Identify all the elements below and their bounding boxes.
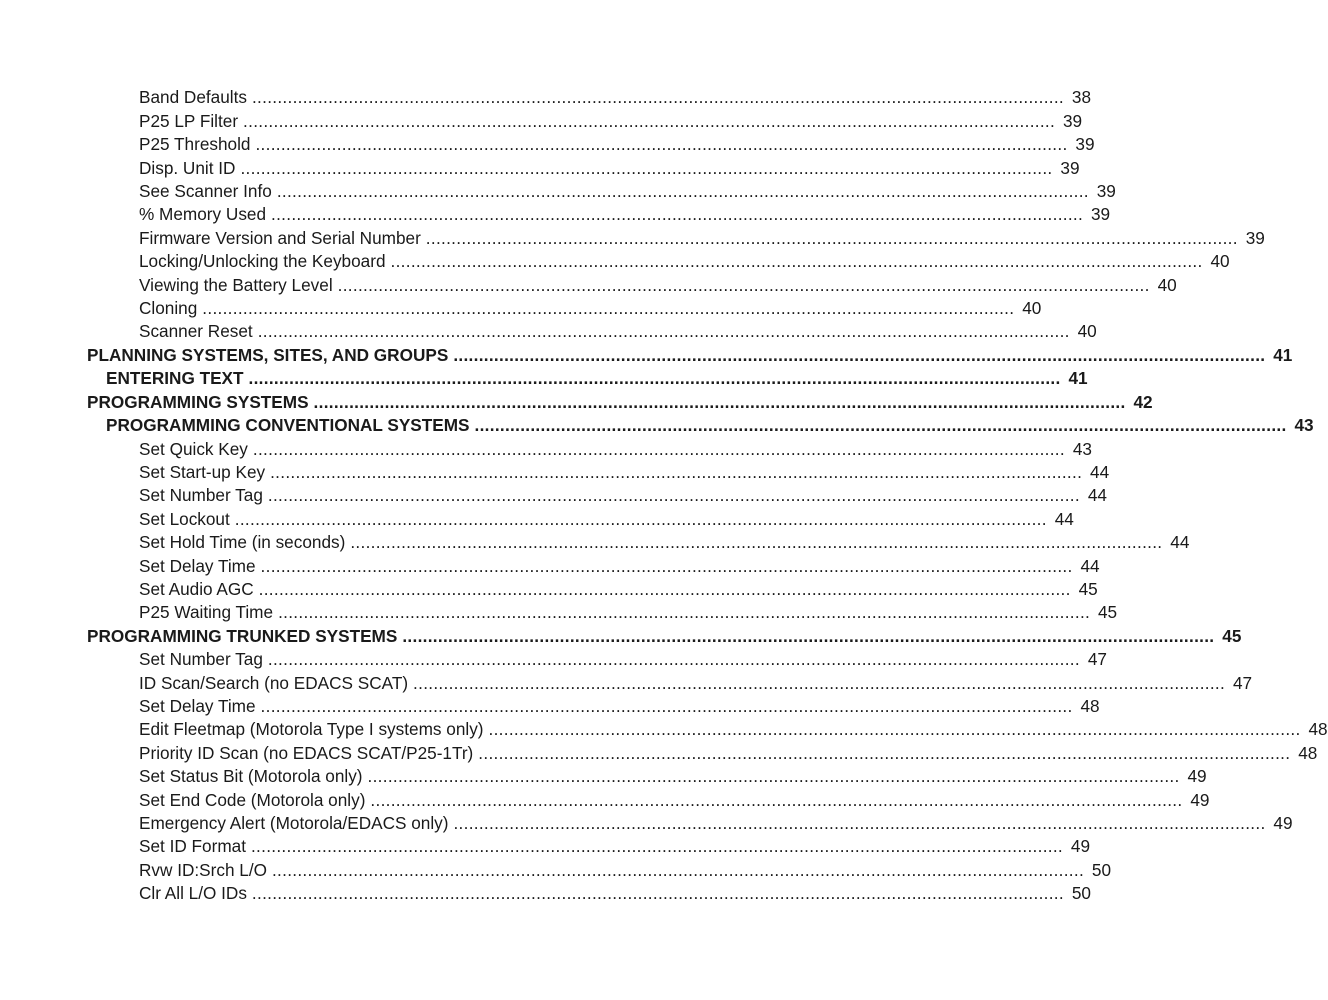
dot-leader: ................................................................................................................................................................	[243, 110, 1056, 131]
dot-leader: ................................................................................................................................................................	[276, 181, 1089, 202]
dot-leader: ................................................................................................................................................................	[260, 555, 1073, 576]
dot-leader: ................................................................................................................................................................	[402, 625, 1215, 646]
toc-entry-13[interactable]	[0, 366, 1088, 389]
toc-page-number: 40	[1157, 274, 1177, 295]
toc-page-number: 39	[1096, 181, 1116, 202]
toc-page-number: 44	[1054, 508, 1074, 529]
toc-entry-23[interactable]	[0, 600, 1118, 623]
toc-entry-18[interactable]	[0, 483, 1107, 506]
dot-leader: ................................................................................................................................................................	[240, 157, 1053, 178]
toc-entry-32[interactable]	[0, 811, 1293, 834]
toc-entry-2[interactable]	[0, 108, 1083, 131]
toc-page-number: 44	[1087, 485, 1107, 506]
toc-entry-1[interactable]	[0, 85, 1092, 108]
toc-entry-title: PROGRAMMING CONVENTIONAL SYSTEMS	[106, 415, 470, 436]
dot-leader: ................................................................................................................................................................	[202, 298, 1015, 319]
toc-page-number: 39	[1060, 157, 1080, 178]
toc-page-number: 50	[1071, 883, 1091, 904]
toc-entry-title: Set Hold Time (in seconds)	[139, 532, 346, 553]
toc-entry-21[interactable]	[0, 553, 1100, 576]
dot-leader: ................................................................................................................................................................	[313, 391, 1126, 412]
toc-entry-10[interactable]	[0, 296, 1042, 319]
toc-page-number: 48	[1308, 719, 1328, 740]
toc-entry-25[interactable]	[0, 647, 1107, 670]
toc-entry-title: % Memory Used	[139, 204, 267, 225]
toc-entry-title: Set Delay Time	[139, 555, 256, 576]
toc-page-number: 43	[1294, 415, 1314, 436]
dot-leader: ................................................................................................................................................................	[250, 836, 1064, 857]
toc-entry-12[interactable]	[0, 342, 1293, 365]
dot-leader: ................................................................................................................................................................	[350, 532, 1163, 553]
toc-page-number: 40	[1022, 298, 1042, 319]
dot-leader: ................................................................................................................................................................	[234, 508, 1047, 529]
dot-leader: ................................................................................................................................................................	[270, 461, 1083, 482]
toc-entry-title: PROGRAMMING TRUNKED SYSTEMS	[87, 625, 398, 646]
table-of-contents	[0, 85, 1328, 904]
toc-entry-title: Set Number Tag	[139, 485, 263, 506]
toc-page-number: 40	[1210, 251, 1230, 272]
dot-leader: ................................................................................................................................................................	[453, 813, 1266, 833]
toc-entry-title: Set Delay Time	[139, 695, 256, 716]
toc-entry-title: Set Number Tag	[139, 649, 263, 670]
toc-entry-title: See Scanner Info	[139, 181, 272, 202]
toc-entry-title: Set Audio AGC	[139, 578, 254, 599]
dot-leader: ................................................................................................................................................................	[370, 789, 1183, 810]
dot-leader: ................................................................................................................................................................	[390, 251, 1203, 272]
toc-entry-title: Priority ID Scan (no EDACS SCAT/P25-1Tr)	[139, 742, 474, 763]
toc-entry-34[interactable]	[0, 857, 1112, 880]
toc-entry-15[interactable]	[0, 413, 1314, 436]
toc-page-number: 44	[1170, 532, 1190, 553]
toc-entry-title: Locking/Unlocking the Keyboard	[139, 251, 386, 272]
toc-page-number: 49	[1187, 766, 1207, 787]
toc-entry-19[interactable]	[0, 506, 1074, 529]
toc-entry-title: Disp. Unit ID	[139, 157, 236, 178]
toc-page-number: 44	[1090, 461, 1110, 482]
toc-page-number: 44	[1080, 555, 1100, 576]
toc-entry-11[interactable]	[0, 319, 1097, 342]
dot-leader: ................................................................................................................................................................	[251, 883, 1064, 904]
toc-page-number: 39	[1245, 227, 1265, 248]
toc-entry-17[interactable]	[0, 460, 1110, 483]
toc-entry-20[interactable]	[0, 530, 1190, 553]
toc-entry-title: Clr All L/O IDs	[139, 883, 247, 904]
toc-page-number: 49	[1190, 789, 1210, 810]
dot-leader: ................................................................................................................................................................	[474, 415, 1287, 436]
toc-page-number: 41	[1068, 368, 1088, 389]
toc-page-number: 50	[1091, 859, 1112, 880]
toc-entry-title: PLANNING SYSTEMS, SITES, AND GROUPS	[87, 344, 449, 365]
toc-entry-3[interactable]	[0, 132, 1095, 155]
toc-entry-title: ENTERING TEXT	[106, 368, 244, 389]
dot-leader: ................................................................................................................................................................	[251, 87, 1065, 108]
toc-entry-6[interactable]	[0, 202, 1111, 225]
toc-entry-title: Cloning	[139, 298, 198, 319]
toc-page-number: 47	[1087, 649, 1107, 670]
toc-entry-5[interactable]	[0, 179, 1116, 202]
toc-page-number: 41	[1273, 344, 1293, 365]
toc-page-number: 38	[1071, 87, 1092, 108]
toc-entry-title: Rvw ID:Srch L/O	[139, 859, 267, 880]
dot-leader: ................................................................................................................................................................	[453, 344, 1266, 365]
toc-entry-31[interactable]	[0, 787, 1210, 810]
toc-page-number: 39	[1075, 134, 1095, 155]
toc-page-number: 39	[1062, 110, 1083, 131]
toc-entry-35[interactable]	[0, 881, 1091, 904]
dot-leader: ................................................................................................................................................................	[258, 578, 1071, 599]
toc-entry-14[interactable]	[0, 389, 1153, 412]
toc-entry-title: Emergency Alert (Motorola/EDACS only)	[139, 813, 449, 833]
toc-entry-24[interactable]	[0, 623, 1242, 646]
dot-leader: ................................................................................................................................................................	[413, 672, 1226, 693]
toc-entry-22[interactable]	[0, 577, 1098, 600]
toc-page-number: 49	[1070, 836, 1091, 857]
dot-leader: ................................................................................................................................................................	[267, 649, 1080, 670]
toc-entry-title: Firmware Version and Serial Number	[139, 227, 421, 248]
toc-entry-29[interactable]	[0, 740, 1318, 763]
dot-leader: ................................................................................................................................................................	[248, 368, 1061, 389]
dot-leader: ................................................................................................................................................................	[252, 438, 1065, 459]
toc-page-number: 45	[1078, 578, 1098, 599]
toc-page-number: 40	[1077, 321, 1097, 342]
toc-entry-title: Band Defaults	[139, 87, 247, 108]
toc-entry-title: Set Start-up Key	[139, 461, 266, 482]
toc-entry-8[interactable]	[0, 249, 1230, 272]
dot-leader: ................................................................................................................................................................	[255, 134, 1068, 155]
toc-entry-title: P25 LP Filter	[139, 110, 239, 131]
toc-entry-title: P25 Waiting Time	[139, 602, 274, 623]
dot-leader: ................................................................................................................................................................	[271, 859, 1085, 880]
toc-entry-7[interactable]	[0, 225, 1265, 248]
toc-entry-26[interactable]	[0, 670, 1253, 693]
toc-entry-16[interactable]	[0, 436, 1092, 459]
toc-entry-title: Scanner Reset	[139, 321, 253, 342]
toc-page-number: 42	[1133, 391, 1153, 412]
dot-leader: ................................................................................................................................................................	[425, 227, 1238, 248]
dot-leader: ................................................................................................................................................................	[260, 695, 1073, 716]
dot-leader: ................................................................................................................................................................	[278, 602, 1091, 623]
toc-page-number: 45	[1222, 625, 1242, 646]
toc-page-number: 48	[1080, 695, 1100, 716]
toc-entry-title: Set Lockout	[139, 508, 230, 529]
dot-leader: ................................................................................................................................................................	[267, 485, 1080, 506]
dot-leader: ................................................................................................................................................................	[271, 204, 1084, 225]
toc-page-number: 39	[1090, 204, 1111, 225]
toc-entry-28[interactable]	[0, 717, 1328, 740]
toc-page-number: 49	[1273, 813, 1293, 833]
dot-leader: ................................................................................................................................................................	[478, 742, 1291, 763]
toc-page-number: 48	[1298, 742, 1318, 763]
toc-entry-title: Edit Fleetmap (Motorola Type I systems only)	[139, 719, 484, 740]
toc-entry-title: Set Quick Key	[139, 438, 248, 459]
dot-leader: ................................................................................................................................................................	[257, 321, 1070, 342]
toc-page-number: 45	[1097, 602, 1118, 623]
toc-page-number: 47	[1232, 672, 1253, 693]
toc-entry-27[interactable]	[0, 694, 1100, 717]
toc-entry-33[interactable]	[0, 834, 1091, 857]
toc-entry-4[interactable]	[0, 155, 1080, 178]
dot-leader: ................................................................................................................................................................	[488, 719, 1301, 740]
toc-entry-title: P25 Threshold	[139, 134, 251, 155]
dot-leader: ................................................................................................................................................................	[337, 274, 1150, 295]
toc-page-number: 43	[1072, 438, 1092, 459]
toc-entry-title: Set Status Bit (Motorola only)	[139, 766, 363, 787]
toc-entry-title: ID Scan/Search (no EDACS SCAT)	[139, 672, 409, 693]
toc-entry-9[interactable]	[0, 272, 1177, 295]
dot-leader: ................................................................................................................................................................	[367, 766, 1180, 787]
toc-entry-30[interactable]	[0, 764, 1207, 787]
toc-entry-title: Viewing the Battery Level	[139, 274, 333, 295]
toc-entry-title: PROGRAMMING SYSTEMS	[87, 391, 309, 412]
toc-entry-title: Set End Code (Motorola only)	[139, 789, 366, 810]
toc-entry-title: Set ID Format	[139, 836, 246, 857]
